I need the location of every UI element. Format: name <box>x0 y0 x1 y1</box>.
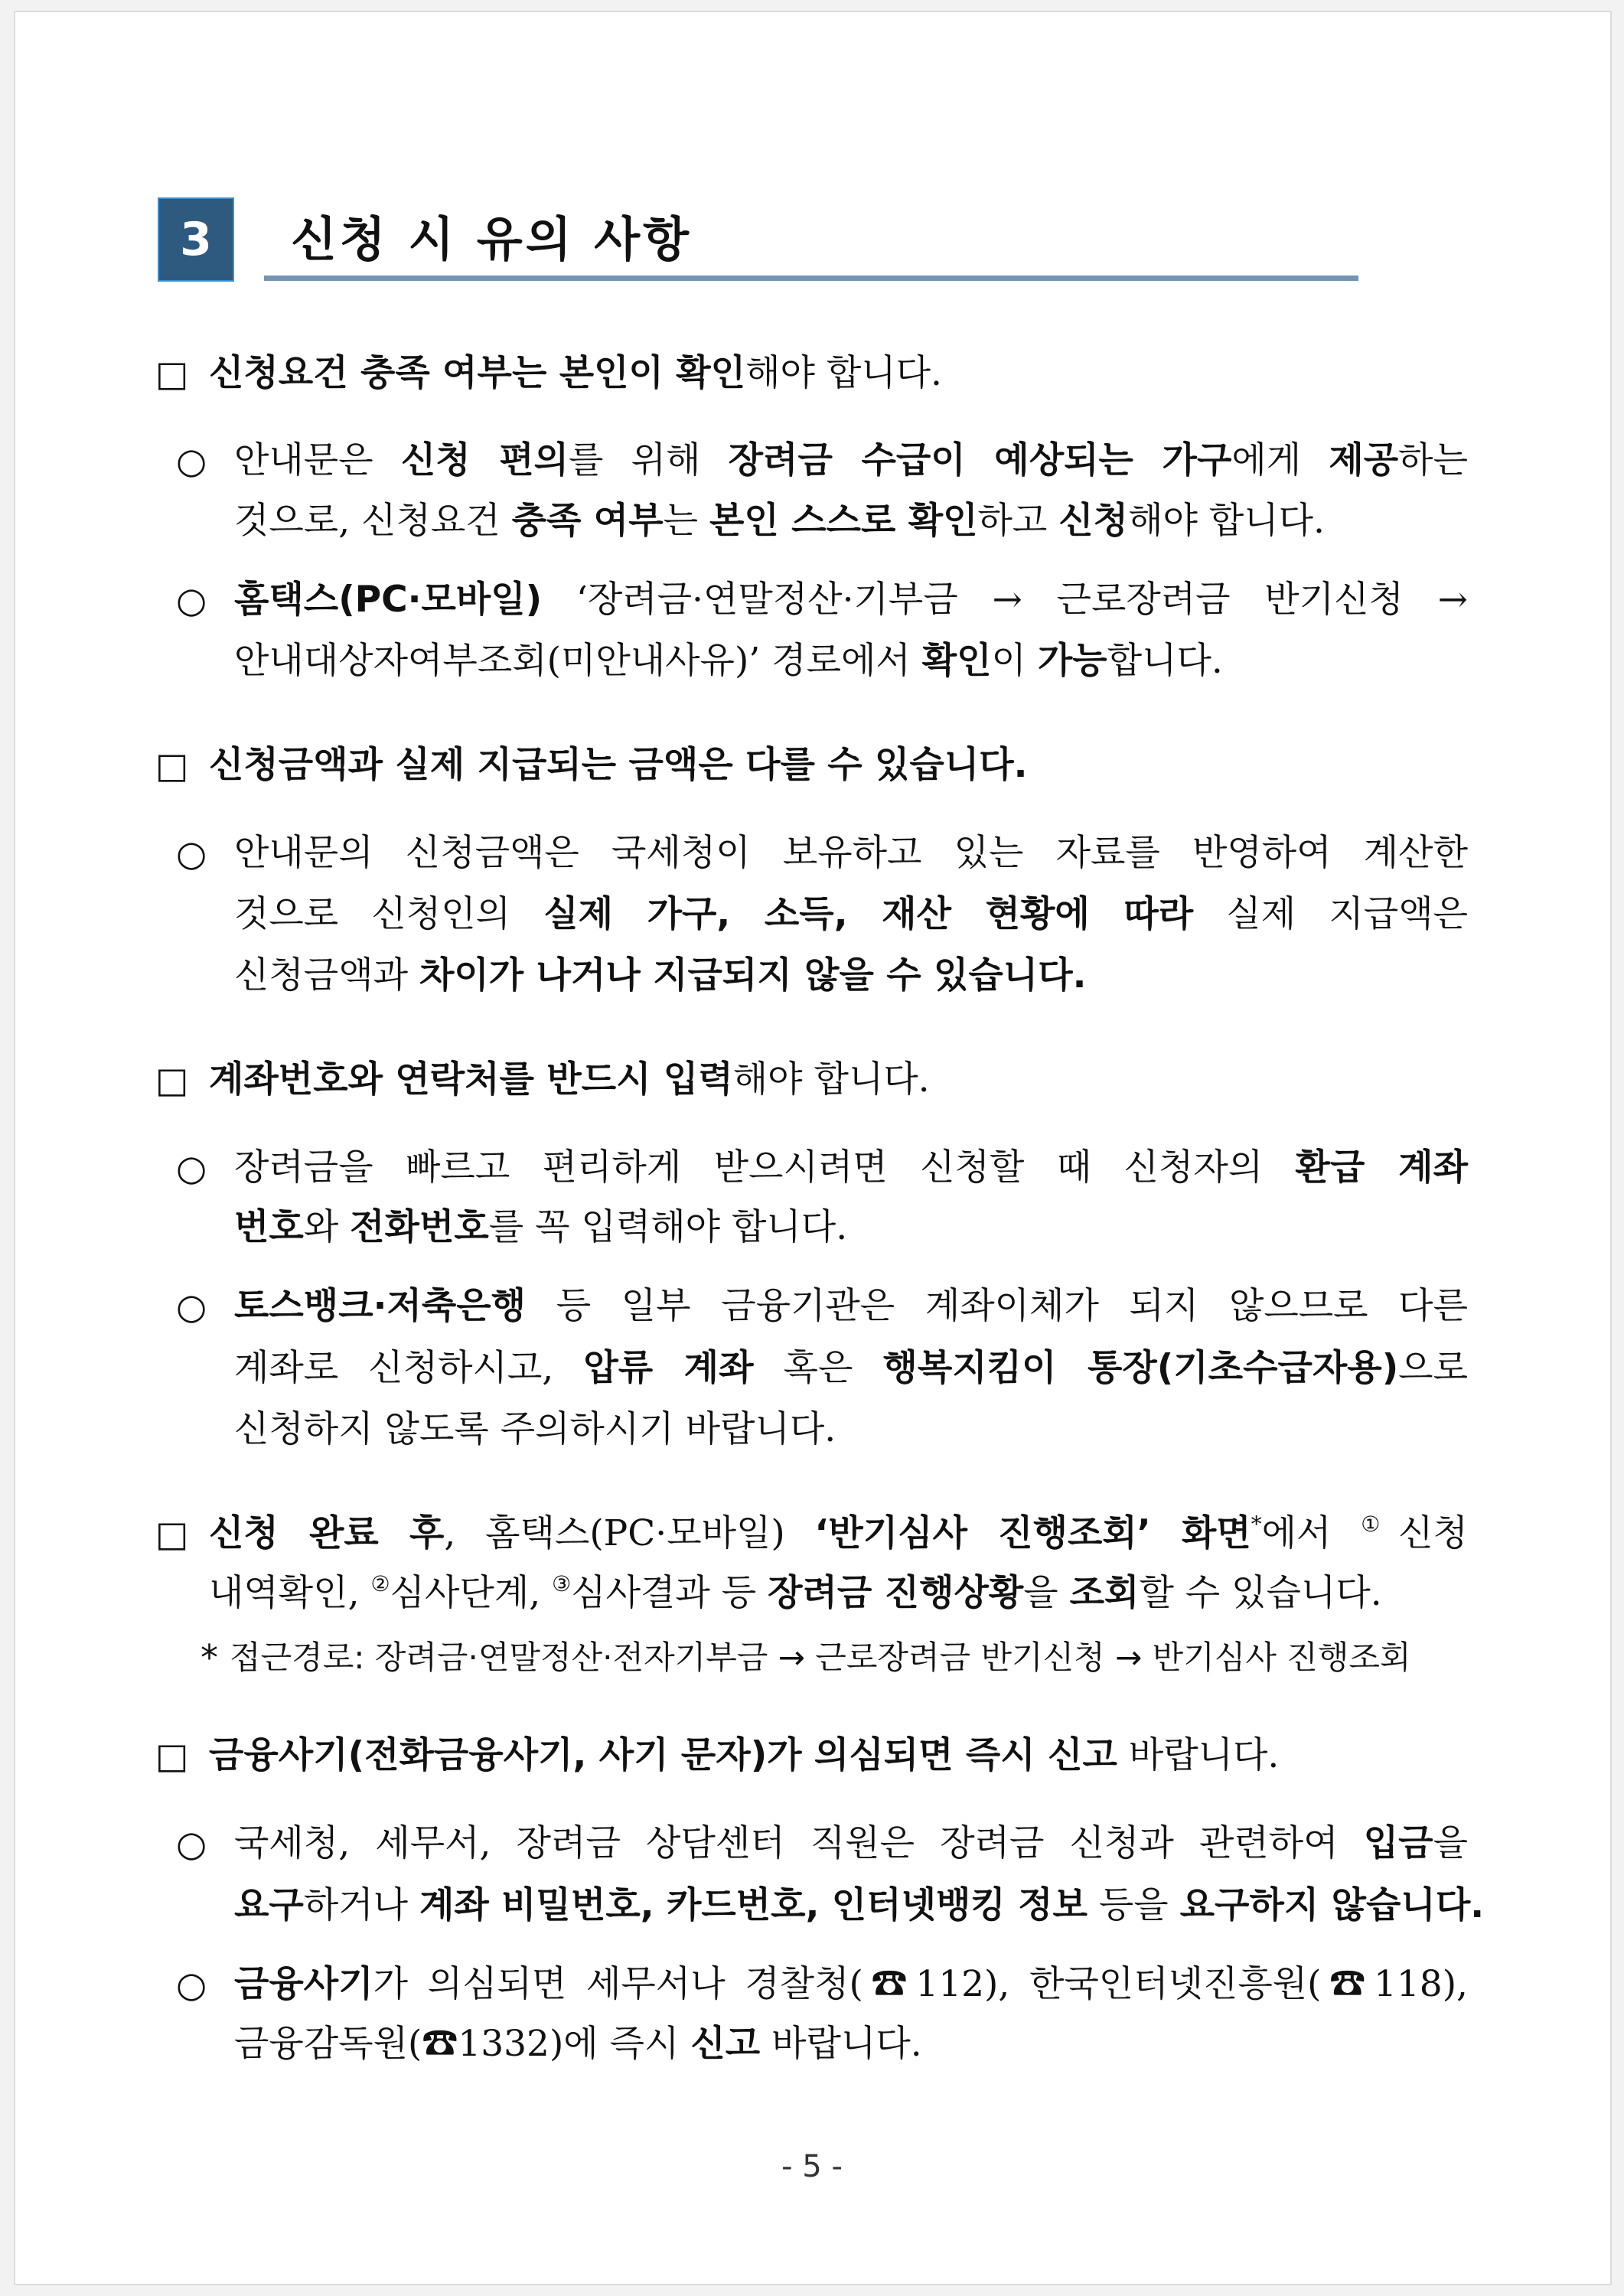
section-heading-line <box>155 1503 1468 1564</box>
text-segment: 내역확인, <box>209 1572 371 1614</box>
text-segment: 계좌로 신청하시고, <box>234 1347 584 1389</box>
emphasized-text: 가능 <box>1037 640 1107 682</box>
text-segment: , 홈택스(PC·모바일) <box>444 1512 815 1554</box>
emphasized-text: 신청 <box>1058 500 1129 542</box>
emphasized-text: ‘반기심사 진행조회’ 화면 <box>814 1512 1251 1554</box>
bullet-item-line <box>234 491 1325 552</box>
text-segment: 을 <box>1023 1572 1070 1614</box>
asterisk-marker: * <box>201 1637 218 1678</box>
text-segment: 접근경로: 장려금·연말정산·전자기부금 → 근로장려금 반기신청 → 반기심사 진행조회 <box>230 1639 1411 1676</box>
section-number-badge: 3 <box>158 197 234 282</box>
bullet-item-line <box>234 1338 1468 1399</box>
bullet-item-line <box>176 1276 1468 1337</box>
text-segment: 심사단계, <box>390 1572 553 1614</box>
text-segment: 신청 <box>1398 1512 1468 1554</box>
section-heading-line <box>155 1725 1280 1786</box>
emphasized-text: 토스뱅크·저축은행 <box>234 1285 527 1327</box>
text-segment: 에서 <box>1261 1512 1361 1554</box>
emphasized-text: 신청 편의 <box>400 439 569 481</box>
text-segment: 심사결과 등 <box>571 1572 768 1614</box>
text-segment: 안내문은 <box>234 439 401 481</box>
superscript-marker: * <box>1251 1512 1262 1537</box>
emphasized-text: 행복지킴이 통장(기초수급자용) <box>882 1347 1399 1389</box>
emphasized-text: 계좌번호와 연락처를 반드시 입력 <box>209 1058 733 1101</box>
text-segment: ‘장려금·연말정산·기부금 → 근로장려금 반기신청 → <box>542 579 1468 621</box>
emphasized-text: 장려금 수급이 예상되는 가구 <box>728 439 1232 481</box>
emphasized-text: 전화번호 <box>350 1206 489 1248</box>
checkbox-square-bullet-icon: □ <box>155 1059 189 1101</box>
text-segment: 실제 지급액은 <box>1193 893 1468 935</box>
text-segment: 바랍니다. <box>1117 1734 1280 1776</box>
circle-bullet-icon: ○ <box>176 1286 207 1327</box>
text-segment: 합니다. <box>1107 640 1223 682</box>
text-segment: 하거나 <box>303 1884 419 1926</box>
text-segment: 을 <box>1433 1822 1468 1864</box>
bullet-item-line <box>234 884 1468 945</box>
circle-bullet-icon: ○ <box>176 440 207 481</box>
emphasized-text: 신고 <box>690 2023 761 2065</box>
text-segment: 금융감독원(☎1332)에 즉시 <box>234 2023 691 2065</box>
checkbox-square-bullet-icon: □ <box>155 745 189 786</box>
emphasized-text: 번호 <box>234 1206 304 1248</box>
text-segment: 으로 <box>1398 1347 1468 1389</box>
text-segment: 를 위해 <box>569 439 729 481</box>
circle-bullet-icon: ○ <box>176 1964 207 2005</box>
circle-bullet-icon: ○ <box>176 1147 207 1189</box>
checkbox-square-bullet-icon: □ <box>155 1735 189 1776</box>
superscript-marker: ③ <box>552 1571 572 1596</box>
emphasized-text: 신청 완료 후 <box>209 1512 445 1554</box>
circle-bullet-icon: ○ <box>176 1823 207 1864</box>
emphasized-text: 금융사기 <box>234 1963 373 2005</box>
emphasized-text: 본인 스스로 확인 <box>709 500 978 542</box>
bullet-item-line <box>176 1813 1468 1874</box>
bullet-item-line <box>176 569 1468 631</box>
text-segment: 해야 합니다. <box>745 352 942 394</box>
bullet-item-line <box>234 1875 1484 1936</box>
emphasized-text: 압류 계좌 <box>583 1347 754 1389</box>
text-segment: 는 <box>663 500 709 542</box>
bullet-item-line <box>176 823 1468 884</box>
text-segment: 국세청, 세무서, 장려금 상담센터 직원은 장려금 신청과 관련하여 <box>234 1822 1364 1864</box>
footnote-line <box>201 1627 1411 1688</box>
section-title: 신청 시 유의 사항 <box>291 211 692 267</box>
section-heading-line <box>155 1049 930 1110</box>
superscript-marker: ② <box>370 1571 390 1596</box>
circle-bullet-icon: ○ <box>176 579 207 621</box>
text-segment: 하고 <box>977 500 1059 542</box>
checkbox-square-bullet-icon: □ <box>155 1513 189 1554</box>
emphasized-text: 제공 <box>1329 439 1399 481</box>
bullet-item-line <box>234 945 1086 1006</box>
bullet-item-line <box>234 2014 922 2075</box>
text-segment: 장려금을 빠르고 편리하게 받으시려면 신청할 때 신청자의 <box>234 1146 1296 1189</box>
emphasized-text: 실제 가구, 소득, 재산 현황에 따라 <box>543 893 1194 935</box>
section-heading-line <box>155 735 1028 796</box>
text-segment: 혹은 <box>753 1347 883 1389</box>
bullet-item-line <box>234 1197 847 1258</box>
emphasized-text: 신청금액과 실제 지급되는 금액은 다를 수 있습니다. <box>209 744 1028 786</box>
emphasized-text: 차이가 나거나 지급되지 않을 수 있습니다. <box>419 954 1087 996</box>
emphasized-text: 요구 <box>234 1884 304 1926</box>
text-segment: 해야 합니다. <box>732 1058 930 1101</box>
text-segment: 등 일부 금융기관은 계좌이체가 되지 않으므로 다른 <box>526 1285 1468 1327</box>
text-segment: 를 꼭 입력해야 합니다. <box>488 1206 848 1248</box>
emphasized-text: 홈택스(PC·모바일) <box>234 579 543 621</box>
bullet-item-line <box>176 1954 1468 2015</box>
emphasized-text: 환급 계좌 <box>1295 1146 1468 1189</box>
emphasized-text: 조회 <box>1069 1572 1140 1614</box>
emphasized-text: 장려금 진행상황 <box>768 1572 1024 1614</box>
page-number: - 5 - <box>781 2149 843 2184</box>
bullet-item-line <box>176 430 1468 491</box>
text-segment: 바랍니다. <box>760 2023 922 2065</box>
text-segment: 가 의심되면 세무서나 경찰청(☎112), 한국인터넷진흥원(☎118), <box>373 1963 1468 2005</box>
text-segment: 할 수 있습니다. <box>1139 1572 1382 1614</box>
emphasized-text: 신청요건 충족 여부는 본인이 확인 <box>209 352 746 394</box>
text-segment: 와 <box>303 1206 351 1248</box>
text-segment: 신청금액과 <box>234 954 419 996</box>
circle-bullet-icon: ○ <box>176 833 207 874</box>
emphasized-text: 요구하지 않습니다. <box>1179 1884 1485 1926</box>
emphasized-text: 금융사기(전화금융사기, 사기 문자)가 의심되면 즉시 신고 <box>209 1734 1117 1776</box>
text-segment: 안내대상자여부조회(미안내사유)’ 경로에서 <box>234 640 922 682</box>
text-segment: 등을 <box>1087 1884 1180 1926</box>
title-underline <box>264 276 1358 281</box>
emphasized-text: 충족 여부 <box>511 500 664 542</box>
text-segment: 것으로, 신청요건 <box>234 500 512 542</box>
bullet-item-line <box>234 631 1223 692</box>
text-segment: 해야 합니다. <box>1128 500 1325 542</box>
emphasized-text: 입금 <box>1363 1822 1433 1864</box>
bullet-item-line <box>176 1137 1468 1199</box>
emphasized-text: 확인 <box>921 640 992 682</box>
text-segment: 안내문의 신청금액은 국세청이 보유하고 있는 자료를 반영하여 계산한 <box>234 832 1468 874</box>
section-heading-line <box>209 1563 1382 1624</box>
superscript-marker: ① <box>1361 1512 1399 1537</box>
text-segment: 것으로 신청인의 <box>234 893 544 935</box>
emphasized-text: 계좌 비밀번호, 카드번호, 인터넷뱅킹 정보 <box>419 1884 1088 1926</box>
text-segment: 신청하지 않도록 주의하시기 바랍니다. <box>234 1408 836 1450</box>
text-segment: 하는 <box>1398 439 1468 481</box>
text-segment: 에게 <box>1231 439 1329 481</box>
text-segment: 이 <box>991 640 1038 682</box>
section-heading-line <box>155 343 942 404</box>
checkbox-square-bullet-icon: □ <box>155 353 189 394</box>
bullet-item-line <box>234 1399 836 1460</box>
